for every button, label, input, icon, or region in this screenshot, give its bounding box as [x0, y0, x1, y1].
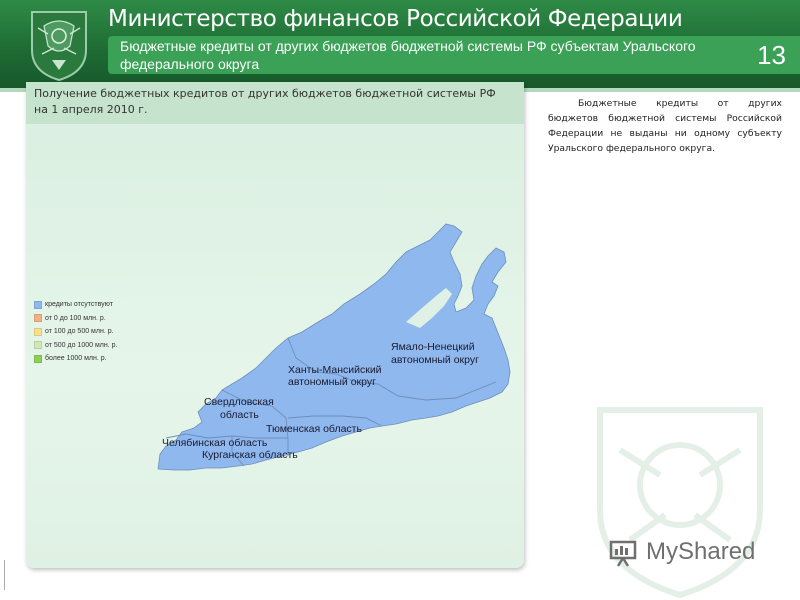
region-label-tyumen: Тюменская область: [266, 423, 362, 435]
header-bar: [0, 0, 800, 88]
legend-label: от 500 до 1000 млн. р.: [45, 341, 118, 349]
region-label-yamal-2: автономный округ: [391, 354, 479, 366]
legend-label: кредиты отсутствуют: [45, 301, 113, 309]
logo-text: MyShared: [646, 538, 756, 565]
map-panel: [26, 82, 524, 568]
myshared-logo: [608, 536, 755, 568]
region-label-khanty-1: Ханты-Мансийский: [288, 364, 382, 376]
page-number: 13: [757, 40, 786, 70]
slide-title: Бюджетные кредиты от других бюджетов бюджетной системы РФ субъектам Уральского федерального округа: [120, 38, 696, 72]
legend-label: более 1000 млн. р.: [45, 355, 107, 363]
explanation-text: Бюджетные кредиты от других бюджетов бюджетной системы Российской Федерации не выданы ни одному субъекту Уральского федерального округа.: [548, 98, 782, 154]
region-label-yamal-1: Ямало-Ненецкий: [391, 341, 475, 353]
ministry-emblem-icon: [24, 6, 94, 82]
slide-title-bar: [108, 36, 800, 74]
region-label-sverdlovsk-2: область: [220, 409, 259, 421]
presentation-board-icon: [608, 536, 640, 568]
legend-label: от 0 до 100 млн. р.: [45, 314, 106, 322]
edge-mark: [4, 560, 5, 590]
ural-district-map: [26, 82, 524, 568]
region-label-khanty-2: автономный округ: [288, 376, 376, 388]
emblem-watermark-icon: [560, 390, 800, 600]
region-label-sverdlovsk-1: Свердловская: [204, 396, 274, 408]
region-label-chelyabinsk: Челябинская область: [162, 437, 268, 449]
panel-caption: Получение бюджетных кредитов от других бюджетов бюджетной системы РФ на 1 апреля 2010 г.: [34, 87, 496, 116]
legend-label: от 100 до 500 млн. р.: [45, 328, 114, 336]
region-label-kurgan: Курганская область: [202, 449, 298, 461]
ministry-title: Министерство финансов Российской Федерации: [108, 6, 683, 32]
